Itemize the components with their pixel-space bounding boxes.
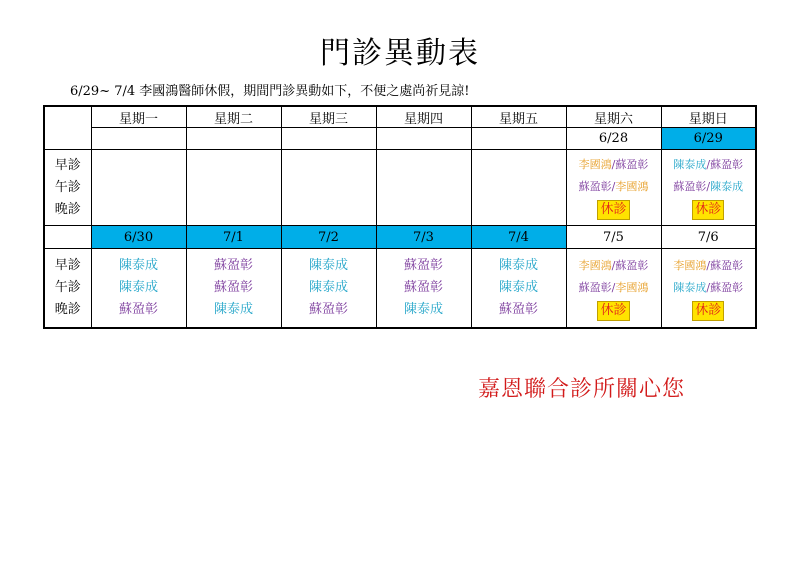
doctor-name: 李國鴻: [673, 258, 707, 272]
doctor-name: 陳泰成: [673, 158, 707, 171]
doctor-name: 李國鴻: [578, 258, 612, 272]
schedule-cell-w1-sat: [566, 150, 661, 226]
separator: /: [706, 158, 711, 171]
schedule-cell-empty: [471, 150, 566, 226]
schedule-cell-empty: [91, 150, 186, 226]
session-evening: 晚診: [54, 302, 81, 317]
schedule-cell-fri: [471, 249, 566, 329]
doctor-name: 陳泰成: [498, 280, 538, 295]
corner-cell: [44, 106, 91, 150]
date-cell-tue: 7/1: [186, 226, 281, 249]
separator: /: [706, 280, 711, 294]
session-evening: 晚診: [54, 201, 81, 217]
doctor-name: 蘇盈彰: [498, 302, 538, 317]
weekday-tue: 星期二: [186, 106, 281, 128]
separator: /: [706, 180, 711, 193]
session-labels: [44, 249, 91, 329]
schedule-cell-empty: [376, 150, 471, 226]
session-labels: [44, 150, 91, 226]
weekday-mon: 星期一: [91, 106, 186, 128]
doctor-name: 蘇盈彰: [710, 258, 744, 272]
date-cell-wed: 7/2: [281, 226, 376, 249]
weekday-sun: 星期日: [661, 106, 756, 128]
separator: /: [706, 258, 711, 272]
date-cell-empty: [471, 128, 566, 150]
date-cell-fri: 7/4: [471, 226, 566, 249]
doctor-name: 蘇盈彰: [308, 302, 348, 317]
schedule-cell-empty: [281, 150, 376, 226]
doctor-name: 陳泰成: [710, 180, 744, 193]
date-cell-empty: [186, 128, 281, 150]
date-cell-sun: 7/6: [661, 226, 756, 249]
weekday-sat: 星期六: [566, 106, 661, 128]
doctor-name: 蘇盈彰: [578, 280, 612, 294]
doctor-name: 陳泰成: [118, 258, 158, 273]
schedule-table: [43, 105, 757, 329]
weekday-thu: 星期四: [376, 106, 471, 128]
schedule-cell-mon: [91, 249, 186, 329]
corner-cell: [44, 226, 91, 249]
doctor-name: 蘇盈彰: [213, 258, 253, 273]
separator: /: [611, 158, 616, 171]
closed-badge: 休診: [692, 200, 724, 220]
session-morning: 早診: [54, 157, 81, 173]
date-cell-thu: 7/3: [376, 226, 471, 249]
schedule-cell-thu: [376, 249, 471, 329]
date-cell-sat: 6/28: [566, 128, 661, 150]
closed-badge: 休診: [597, 301, 629, 321]
weekday-fri: 星期五: [471, 106, 566, 128]
doctor-name: 李國鴻: [615, 180, 649, 193]
doctor-name: 陳泰成: [308, 258, 348, 273]
date-cell-mon: 6/30: [91, 226, 186, 249]
footer-greeting: 嘉恩聯合診所關心您: [478, 377, 686, 402]
session-morning: 早診: [54, 258, 81, 273]
doctor-name: 李國鴻: [615, 280, 649, 294]
doctor-name: 陳泰成: [118, 280, 158, 295]
schedule-cell-empty: [186, 150, 281, 226]
doctor-name: 蘇盈彰: [403, 258, 443, 273]
doctor-name: 蘇盈彰: [213, 280, 253, 295]
doctor-name: 蘇盈彰: [403, 280, 443, 295]
week2-date-row: [44, 226, 756, 249]
doctor-name: 陳泰成: [498, 258, 538, 273]
date-cell-sat: 7/5: [566, 226, 661, 249]
separator: /: [611, 180, 616, 193]
session-afternoon: 午診: [54, 179, 81, 195]
schedule-cell-w2-sun: [661, 249, 756, 329]
separator: /: [611, 280, 616, 294]
doctor-name: 蘇盈彰: [673, 180, 707, 193]
date-cell-empty: [281, 128, 376, 150]
weekday-header-row: [44, 106, 756, 128]
doctor-name: 陳泰成: [673, 280, 707, 294]
doctor-name: 蘇盈彰: [710, 280, 744, 294]
date-cell-sun: 6/29: [661, 128, 756, 150]
doctor-name: 蘇盈彰: [578, 180, 612, 193]
weekday-wed: 星期三: [281, 106, 376, 128]
date-cell-empty: [91, 128, 186, 150]
doctor-name: 蘇盈彰: [615, 258, 649, 272]
doctor-name: 陳泰成: [403, 302, 443, 317]
closed-badge: 休診: [597, 200, 629, 220]
week1-date-row: [44, 128, 756, 150]
notice-text: 6/29~ 7/4 李國鴻醫師休假，期間門診異動如下，不便之處尚祈見諒!: [70, 84, 470, 99]
week2-schedule-row: [44, 249, 756, 329]
schedule-cell-wed: [281, 249, 376, 329]
session-afternoon: 午診: [54, 280, 81, 295]
doctor-name: 陳泰成: [308, 280, 348, 295]
schedule-cell-tue: [186, 249, 281, 329]
schedule-cell-w1-sun: [661, 150, 756, 226]
doctor-name: 蘇盈彰: [615, 158, 649, 171]
schedule-cell-w2-sat: [566, 249, 661, 329]
doctor-name: 李國鴻: [578, 158, 612, 171]
doctor-name: 陳泰成: [213, 302, 253, 317]
doctor-name: 蘇盈彰: [710, 158, 744, 171]
separator: /: [611, 258, 616, 272]
date-cell-empty: [376, 128, 471, 150]
doctor-name: 蘇盈彰: [118, 302, 158, 317]
week1-schedule-row: [44, 150, 756, 226]
closed-badge: 休診: [692, 301, 724, 321]
page-title: 門診異動表: [320, 36, 480, 71]
